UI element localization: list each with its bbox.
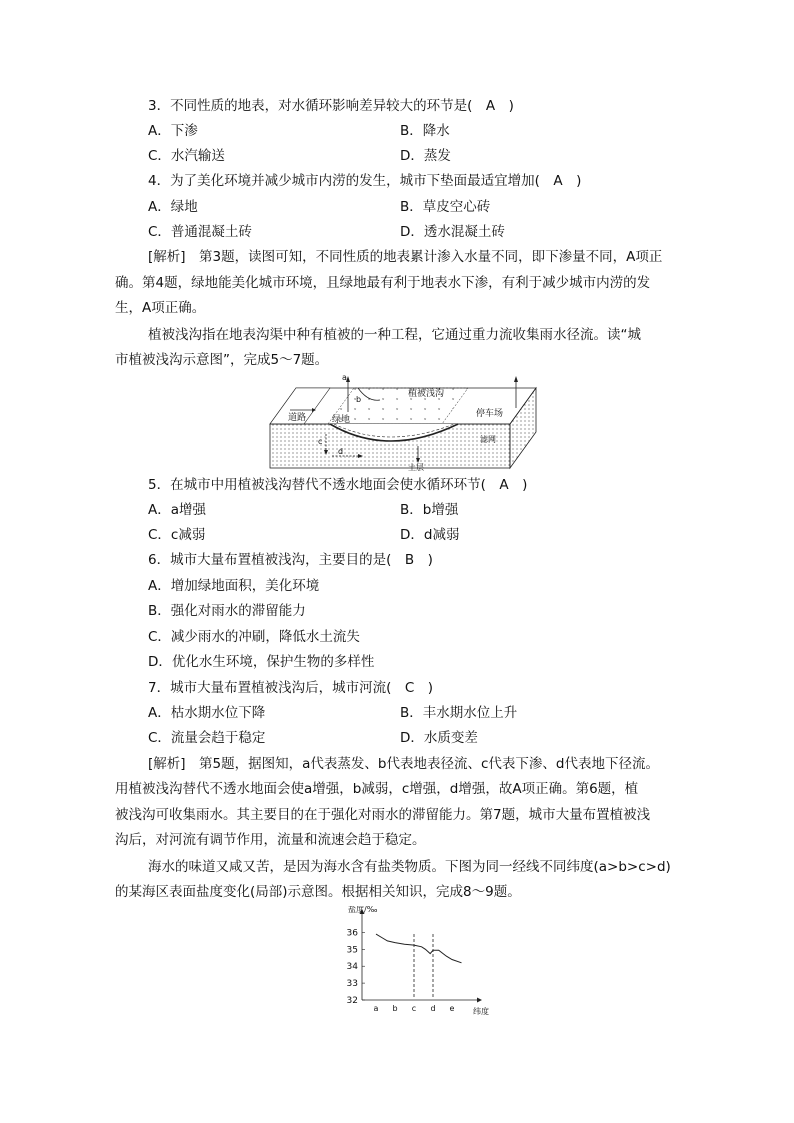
q6-option-a: A．增加绿地面积，美化环境	[148, 578, 320, 594]
q7-stem: 7．城市大量布置植被浅沟后，城市河流( C )	[148, 680, 434, 696]
x-tick-label: c	[411, 1004, 417, 1013]
analysis-5-7-line-2: 用植被浅沟替代不透水地面会使a增强，b减弱，c增强，d增强，故A项正确。第6题，植	[115, 781, 639, 797]
label-parking: 停车场	[476, 409, 504, 419]
y-tick-label: 33	[346, 979, 358, 990]
q3-option-c: C．水汽输送	[148, 148, 225, 164]
q6-option-b: B．强化对雨水的滞留能力	[148, 603, 306, 619]
q5-option-a: A．a增强	[148, 502, 207, 518]
q3-option-a: A．下渗	[148, 123, 198, 139]
q4-stem: 4．为了美化环境并减少城市内涝的发生，城市下垫面最适宜增加( A )	[148, 173, 582, 189]
analysis-5-7-line-1: [解析] 第5题，据图知，a代表蒸发、b代表地表径流、c代表下渗、d代表地下径流。	[148, 756, 659, 772]
label-soil: 土层	[408, 463, 424, 472]
y-tick-label: 34	[346, 962, 358, 973]
label-a: a	[342, 373, 347, 382]
x-tick-label: a	[373, 1004, 379, 1013]
label-c: c	[318, 437, 323, 446]
vegetation-swale-diagram	[268, 372, 538, 472]
q5-option-c: C．c减弱	[148, 527, 206, 543]
analysis-3-4-line-3: 生，A项正确。	[115, 300, 206, 316]
q5-option-b: B．b增强	[400, 502, 459, 518]
y-tick-label: 35	[346, 945, 358, 956]
analysis-3-4-line-2: 确。第4题，绿地能美化城市环境，且绿地最有利于地表水下渗，有利于减少城市内涝的发	[115, 275, 651, 291]
q3-option-b: B．降水	[400, 123, 450, 139]
y-axis-label: 盐度/‰	[348, 906, 378, 914]
label-swale: 植被浅沟	[408, 389, 445, 399]
q4-option-d: D．透水混凝土砖	[400, 224, 505, 240]
label-d: d	[338, 447, 344, 456]
q7-option-a: A．枯水期水位下降	[148, 705, 266, 721]
x-tick-label: b	[392, 1004, 398, 1013]
y-tick-label: 32	[346, 996, 358, 1006]
analysis-5-7-line-4: 沟后，对河流有调节作用，流量和流速会趋于稳定。	[115, 832, 426, 848]
label-filter: 滤网	[480, 435, 496, 444]
q5-option-d: D．d减弱	[400, 527, 460, 543]
salinity-chart	[330, 906, 490, 1016]
q5-stem: 5．在城市中用植被浅沟替代不透水地面会使水循环环节( A )	[148, 477, 528, 493]
x-axis-label: 纬度	[473, 1007, 489, 1016]
label-b: b	[356, 395, 362, 404]
q4-option-c: C．普通混凝土砖	[148, 224, 252, 240]
q7-option-b: B．丰水期水位上升	[400, 705, 518, 721]
x-axis-arrow	[477, 998, 482, 1003]
q6-option-c: C．减少雨水的冲刷，降低水土流失	[148, 629, 360, 645]
q7-option-d: D．水质变差	[400, 730, 478, 746]
label-road: 道路	[288, 413, 307, 423]
intro-5-7-line-1: 植被浅沟指在地表沟渠中种有植被的一种工程，它通过重力流收集雨水径流。读“城	[148, 327, 641, 343]
x-tick-label: e	[449, 1004, 455, 1013]
q7-option-c: C．流量会趋于稳定	[148, 730, 266, 746]
y-tick-label: 36	[346, 928, 358, 939]
label-greenland: 绿地	[332, 415, 351, 425]
q6-option-d: D．优化水生环境，保护生物的多样性	[148, 654, 375, 670]
q3-option-d: D．蒸发	[400, 148, 451, 164]
q3-stem: 3．不同性质的地表，对水循环影响差异较大的环节是( A )	[148, 98, 514, 114]
intro-8-9-line-2: 的某海区表面盐度变化(局部)示意图。根据相关知识，完成8～9题。	[115, 884, 521, 900]
intro-8-9-line-1: 海水的味道又咸又苦，是因为海水含有盐类物质。下图为同一经线不同纬度(a>b>c>d)	[148, 859, 671, 875]
salinity-line	[376, 934, 462, 963]
analysis-3-4-line-1: [解析] 第3题，读图可知，不同性质的地表累计渗入水量不同，即下渗量不同，A项正	[148, 249, 663, 265]
q4-option-a: A．绿地	[148, 199, 198, 215]
intro-5-7-line-2: 市植被浅沟示意图”，完成5～7题。	[115, 352, 329, 368]
q4-option-b: B．草皮空心砖	[400, 199, 491, 215]
analysis-5-7-line-3: 被浅沟可收集雨水。其主要目的在于强化对雨水的滞留能力。第7题，城市大量布置植被浅	[115, 807, 651, 823]
q6-stem: 6．城市大量布置植被浅沟，主要目的是( B )	[148, 552, 433, 568]
x-tick-label: d	[430, 1004, 436, 1013]
